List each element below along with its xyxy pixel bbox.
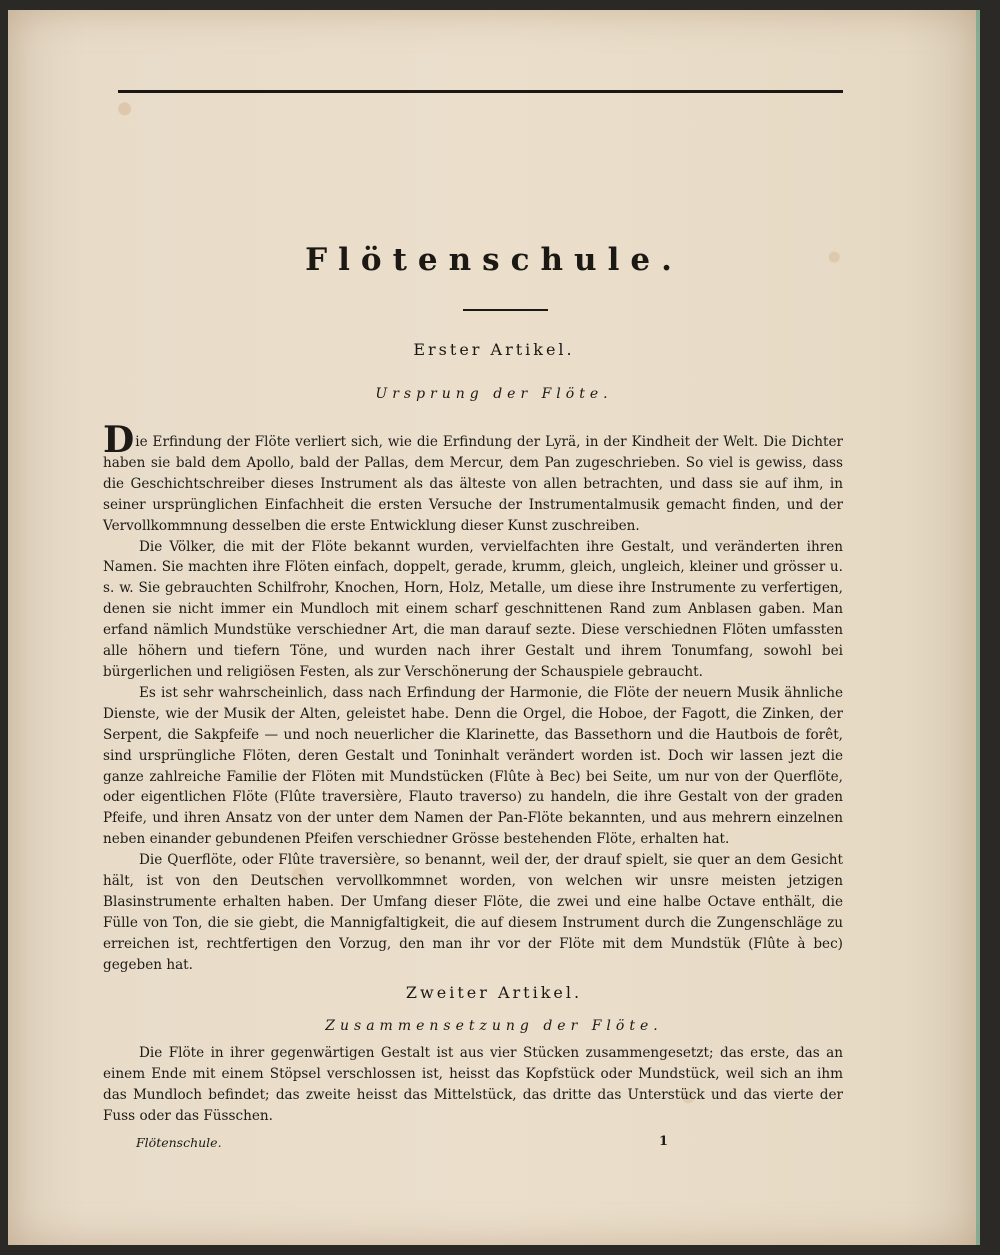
paragraph-3: Es ist sehr wahrscheinlich, dass nach Erfindung der Harmonie, die Flöte der neuern Musik ähnliche Dienste, wie der Musik der Alten, geleistet habe. Denn die Orgel, die Hoboe, der Fagott, die Zinken, der Serpent, die Sakpfeife — und noch neuerlicher die Klarinette, das Bassethorn und die Hautbois de forêt, sind ursprüngliche Flöten, deren Gestalt und Toninhalt verändert worden ist. Doch wir lassen jezt die ganze zahlreiche Familie der Flöten mit Mundstücken (Flûte à Bec) bei Seite, um nur von der Querflöte, oder eigentlichen Flöte (Flûte traversière, Flauto traverso) zu handeln, die ihre Gestalt von der graden Pfeife, und ihren Ansatz von der unter dem Namen der Pan-Flöte bekannten, und aus mehrern einzelnen neben einander gebundenen Pfeifen verschiedner Grösse bestehenden Flöte, erhalten hat. xyxy=(103,684,843,848)
paragraph-2: Die Völker, die mit der Flöte bekannt wurden, vervielfachten ihre Gestalt, und veränderten ihren Namen. Sie machten ihre Flöten einfach, doppelt, gerade, krumm, gleich, ungleich, kleiner und grösser u. s. w. Sie gebrauchten Schilfrohr, Knochen, Horn, Holz, Metalle, um diese ihre Instrumente zu verfertigen, denen sie nicht immer ein Mundloch mit einem scharf geschnittenen Rand zum Anblasen gaben. Man erfand nämlich Mundstüke verschiedner Art, die man darauf sezte. Diese verschiednen Flöten umfassten alle höhern und tiefern Töne, und wurden nach ihrer Gestalt und ihrem Tonumfang, sowohl bei bürgerlichen und religiösen Festen, als zur Verschönerung der Schauspiele gebraucht. xyxy=(103,538,843,680)
book-page xyxy=(8,10,980,1245)
article1-body xyxy=(103,419,843,976)
article1-subheading: Ursprung der Flöte. xyxy=(375,386,613,402)
page-number: 1 xyxy=(659,1134,669,1149)
article1-heading: Erster Artikel. xyxy=(413,340,575,359)
article2-body xyxy=(103,1043,843,1127)
paragraph-1: Die Erfindung der Flöte verliert sich, wie die Erfindung der Lyrä, in der Kindheit der Welt. Die Dichter haben sie bald dem Apollo, bald der Pallas, dem Mercur, dem Pan zugeschrieben. So viel is gewiss, dass die Geschichtschreiber dieses Instrument als das älteste von allen betrachten, und dass sie auf ihm, in seiner ursprünglichen Einfachheit die ersten Versuche der Instrumentalmusik gemacht finden, und der Vervollkommnung desselben die erste Entwicklung dieser Kunst zuschreiben. xyxy=(103,419,843,534)
top-rule xyxy=(118,90,843,93)
dropcap: D xyxy=(103,419,135,461)
paragraph-4: Die Querflöte, oder Flûte traversière, so benannt, weil der, der drauf spielt, sie quer an dem Gesicht hält, ist von den Deutschen vervollkommnet worden, von welchen wir unsre meisten jetzigen Blasinstrumente erhalten haben. Der Umfang dieser Flöte, die zwei und eine halbe Octave enthält, die Fülle von Ton, die sie giebt, die Mannigfaltigkeit, die auf diesem Instrument durch die Zungenschläge zu erreichen ist, rechtfertigen den Vorzug, den man ihr vor der Flöte mit dem Mundstük (Flûte à bec) gegeben hat. xyxy=(103,852,843,973)
title-rule xyxy=(463,309,548,311)
footer-signature: Flötenschule. xyxy=(136,1135,222,1150)
page-title: Flötenschule. xyxy=(305,242,683,278)
article2-subheading: Zusammensetzung der Flöte. xyxy=(325,1018,663,1034)
paragraph-5: Die Flöte in ihrer gegenwärtigen Gestalt ist aus vier Stücken zusammengesetzt; das erste, das an einem Ende mit einem Stöpsel verschlossen ist, heisst das Kopfstück oder Mundstück, weil sich an ihm das Mundloch befindet; das zweite heisst das Mittelstück, das dritte das Unterstück und das vierte der Fuss oder das Füsschen. xyxy=(103,1045,843,1124)
page-edge xyxy=(976,10,980,1245)
article2-heading: Zweiter Artikel. xyxy=(405,983,583,1002)
